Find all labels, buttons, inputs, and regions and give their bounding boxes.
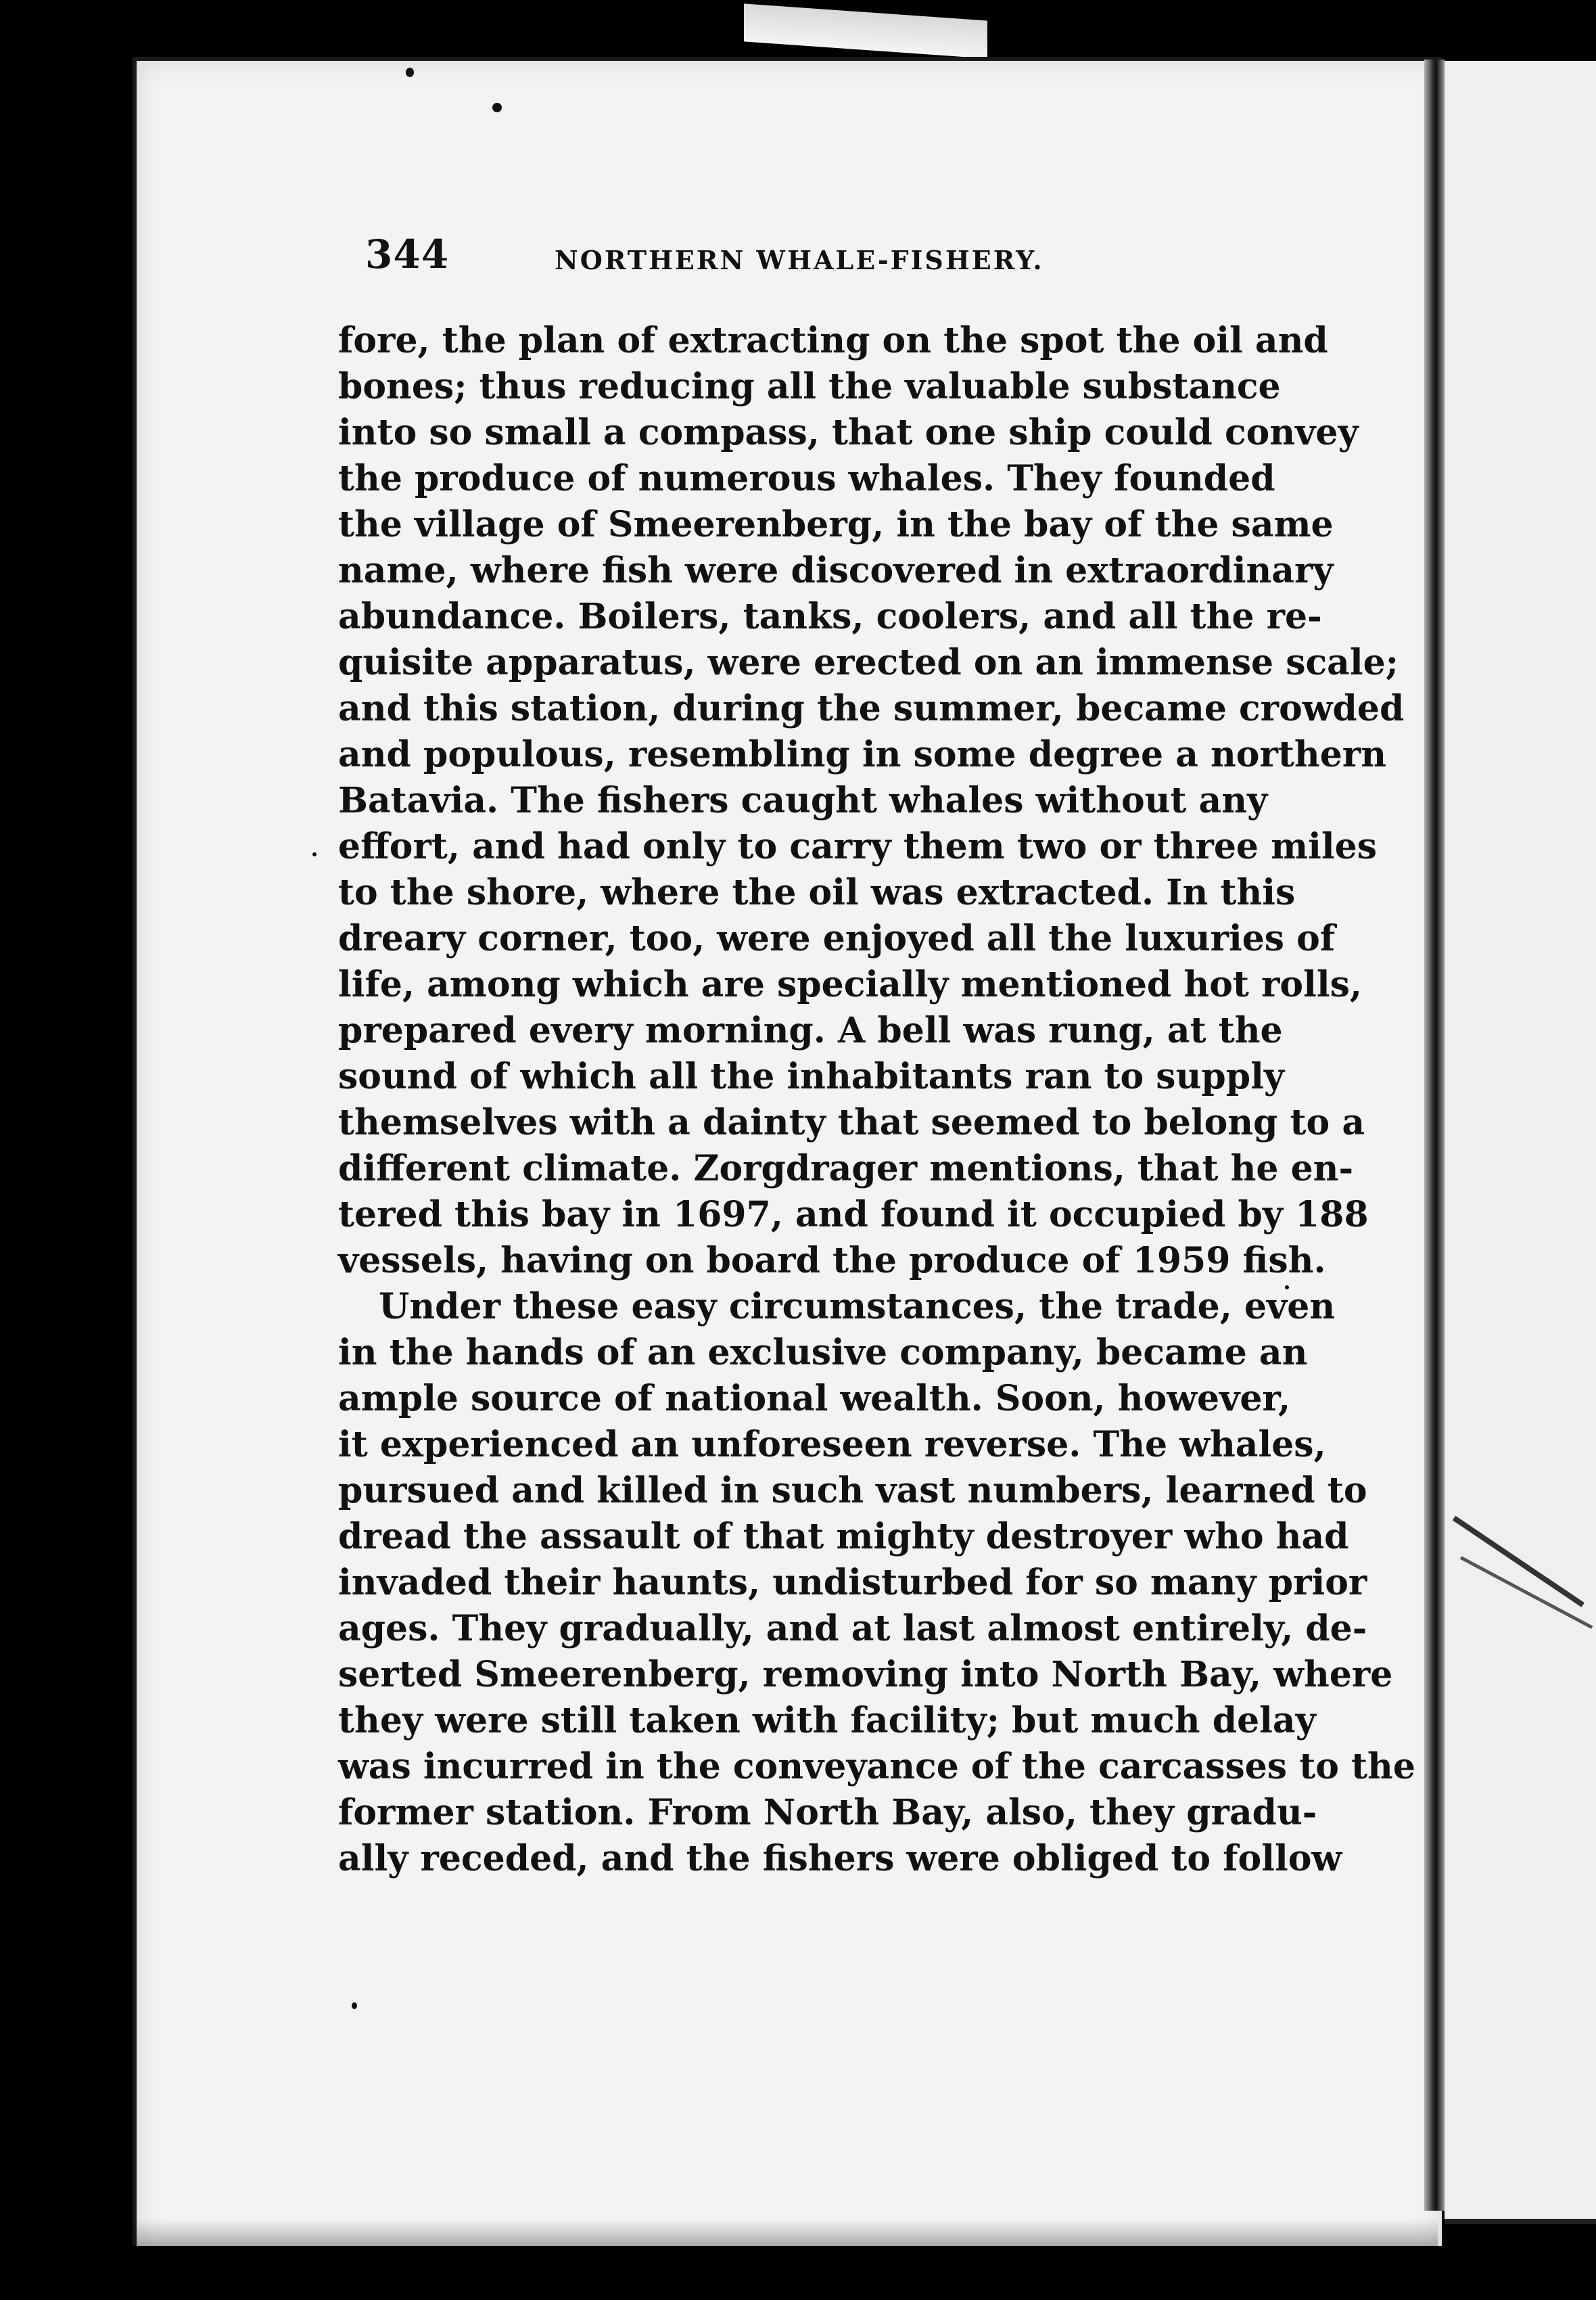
running-title: NORTHERN WHALE-FISHERY. (555, 245, 1044, 275)
text-line: invaded their haunts, undisturbed for so many prior (338, 1562, 1367, 1603)
page-number: 344 (365, 231, 450, 277)
facing-page-edge (1445, 61, 1596, 2224)
text-line: ample source of national wealth. Soon, however, (338, 1378, 1291, 1419)
text-line: vessels, having on board the produce of 1959 fish. (338, 1240, 1326, 1281)
text-line: quisite apparatus, were erected on an immense scale; (338, 642, 1399, 683)
text-line: themselves with a dainty that seemed to belong to a (338, 1102, 1365, 1143)
text-line: life, among which are specially mentioned hot rolls, (338, 964, 1362, 1005)
text-line: pursued and killed in such vast numbers, learned to (338, 1470, 1367, 1511)
text-line: different climate. Zorgdrager mentions, that he en- (338, 1148, 1354, 1189)
text-line: and populous, resembling in some degree a northern (338, 734, 1386, 775)
text-line: dreary corner, too, were enjoyed all the luxuries of (338, 918, 1336, 959)
text-line: into so small a compass, that one ship could convey (338, 412, 1359, 453)
ink-speck (492, 103, 502, 112)
text-line: bones; thus reducing all the valuable substance (338, 366, 1281, 407)
book-gutter (1424, 60, 1445, 2211)
text-line: the village of Smeerenberg, in the bay of the same (338, 504, 1334, 545)
ink-speck (352, 2002, 357, 2009)
text-line: former station. From North Bay, also, they gradu- (338, 1792, 1317, 1833)
text-line: the produce of numerous whales. They founded (338, 458, 1275, 499)
text-line: it experienced an unforeseen reverse. The whales, (338, 1424, 1326, 1465)
text-line: they were still taken with facility; but much delay (338, 1700, 1316, 1741)
page-bottom-shadow (133, 2219, 1438, 2246)
text-line: fore, the plan of extracting on the spot the oil and (338, 320, 1328, 361)
text-line: prepared every morning. A bell was rung, at the (338, 1010, 1283, 1051)
running-header (365, 231, 1312, 285)
text-line: name, where fish were discovered in extraordinary (338, 550, 1334, 591)
text-line: sound of which all the inhabitants ran to supply (338, 1056, 1285, 1097)
text-line: tered this bay in 1697, and found it occupied by 188 (338, 1194, 1369, 1235)
text-line: ally receded, and the fishers were obliged to follow (338, 1838, 1342, 1879)
text-line: abundance. Boilers, tanks, coolers, and all the re- (338, 596, 1322, 637)
text-line: was incurred in the conveyance of the carcasses to the (338, 1746, 1415, 1787)
ink-speck (312, 852, 316, 856)
ink-speck (406, 68, 414, 77)
text-line: serted Smeerenberg, removing into North Bay, where (338, 1654, 1393, 1695)
text-line: ages. They gradually, and at last almost entirely, de- (338, 1608, 1367, 1649)
scan-edge-tab (744, 3, 987, 58)
text-line: Batavia. The fishers caught whales without any (338, 780, 1268, 821)
body-text (338, 318, 1415, 1882)
text-line: in the hands of an exclusive company, became an (338, 1332, 1308, 1373)
text-line: dread the assault of that mighty destroyer who had (338, 1516, 1349, 1557)
text-line: Under these easy circumstances, the trade, even (379, 1286, 1336, 1327)
text-line: and this station, during the summer, became crowded (338, 688, 1405, 729)
text-line: to the shore, where the oil was extracted. In this (338, 872, 1296, 913)
text-line: effort, and had only to carry them two or three miles (338, 826, 1378, 867)
